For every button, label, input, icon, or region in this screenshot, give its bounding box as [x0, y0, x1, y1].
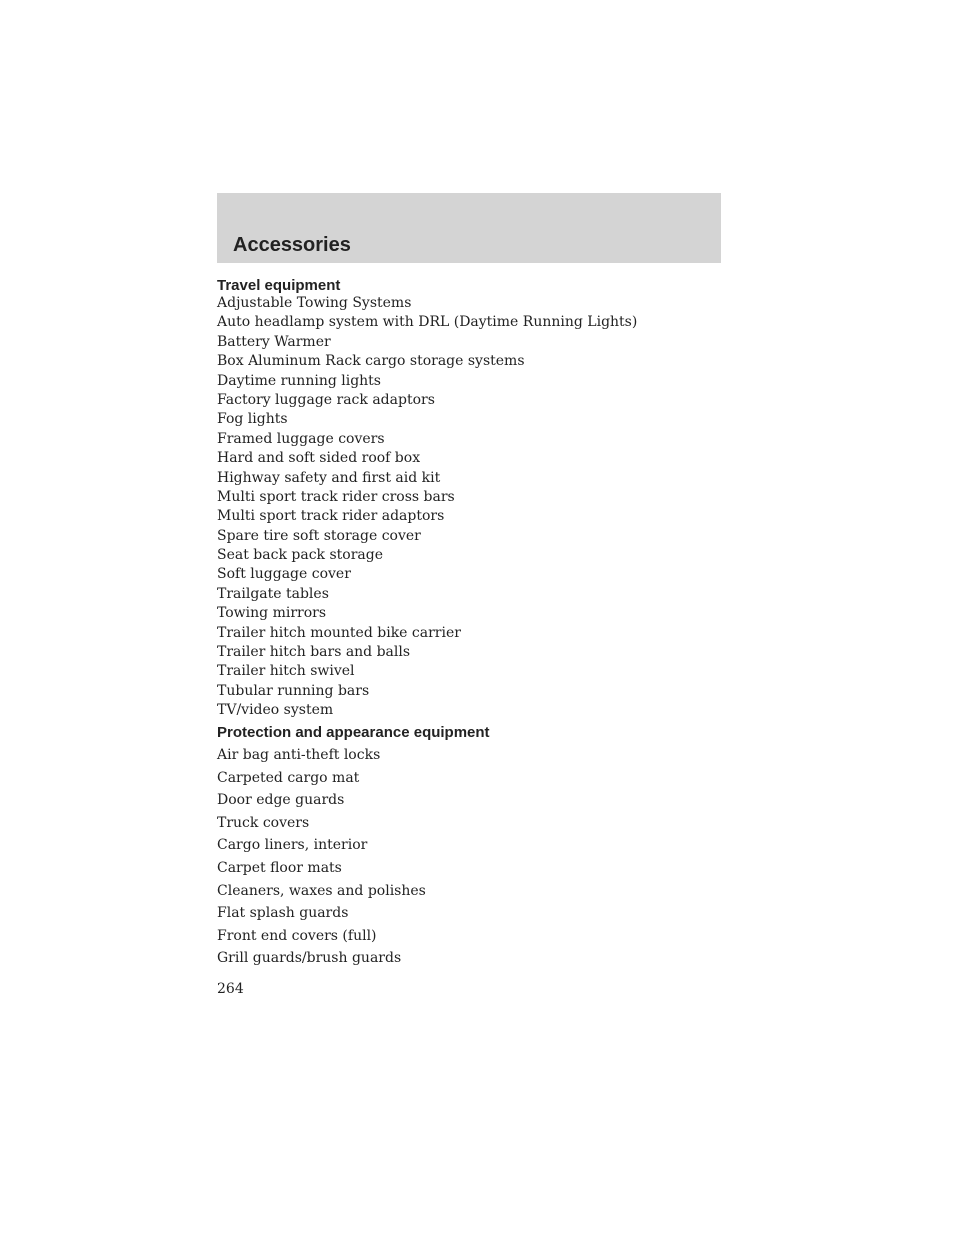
list-item: Tubular running bars [217, 682, 370, 699]
list-item: Front end covers (full) [217, 927, 377, 944]
section-header-band [217, 193, 721, 263]
list-item: Carpeted cargo mat [217, 769, 360, 786]
travel-equipment-heading: Travel equipment [217, 277, 341, 294]
list-item: Cleaners, waxes and polishes [217, 882, 426, 899]
list-item: Spare tire soft storage cover [217, 527, 421, 544]
list-item: Trailer hitch bars and balls [217, 644, 411, 661]
list-item: Fog lights [217, 411, 288, 428]
protection-equipment-heading: Protection and appearance equipment [217, 724, 490, 741]
list-item: Grill guards/brush guards [217, 950, 402, 967]
list-item: Factory luggage rack adaptors [217, 391, 435, 408]
list-item: Trailer hitch swivel [217, 663, 355, 680]
list-item: TV/video system [217, 702, 334, 719]
list-item: Air bag anti-theft locks [217, 747, 381, 763]
list-item: Truck covers [217, 814, 310, 831]
travel-equipment-list [217, 294, 637, 721]
list-item: Door edge guards [217, 792, 345, 809]
list-item: Multi sport track rider adaptors [217, 508, 445, 525]
list-item: Hard and soft sided roof box [217, 450, 421, 467]
list-item: Daytime running lights [217, 372, 381, 389]
list-item: Box Aluminum Rack cargo storage systems [217, 353, 525, 370]
list-item: Multi sport track rider cross bars [217, 488, 455, 505]
protection-equipment-list [217, 744, 426, 970]
list-item: Flat splash guards [217, 905, 349, 922]
list-item: Carpet floor mats [217, 859, 342, 876]
list-item: Battery Warmer [217, 333, 331, 350]
list-item: Seat back pack storage [217, 547, 383, 564]
list-item: Adjustable Towing Systems [217, 295, 412, 311]
list-item: Framed luggage covers [217, 430, 385, 447]
list-item: Cargo liners, interior [217, 837, 368, 854]
list-item: Soft luggage cover [217, 566, 351, 583]
list-item: Towing mirrors [217, 605, 327, 622]
list-item: Highway safety and first aid kit [217, 469, 441, 486]
list-item: Trailgate tables [217, 585, 329, 602]
list-item: Trailer hitch mounted bike carrier [217, 624, 461, 641]
list-item: Auto headlamp system with DRL (Daytime Running Lights) [217, 314, 638, 331]
page-number: 264 [217, 981, 244, 997]
page-title: Accessories [233, 234, 351, 256]
